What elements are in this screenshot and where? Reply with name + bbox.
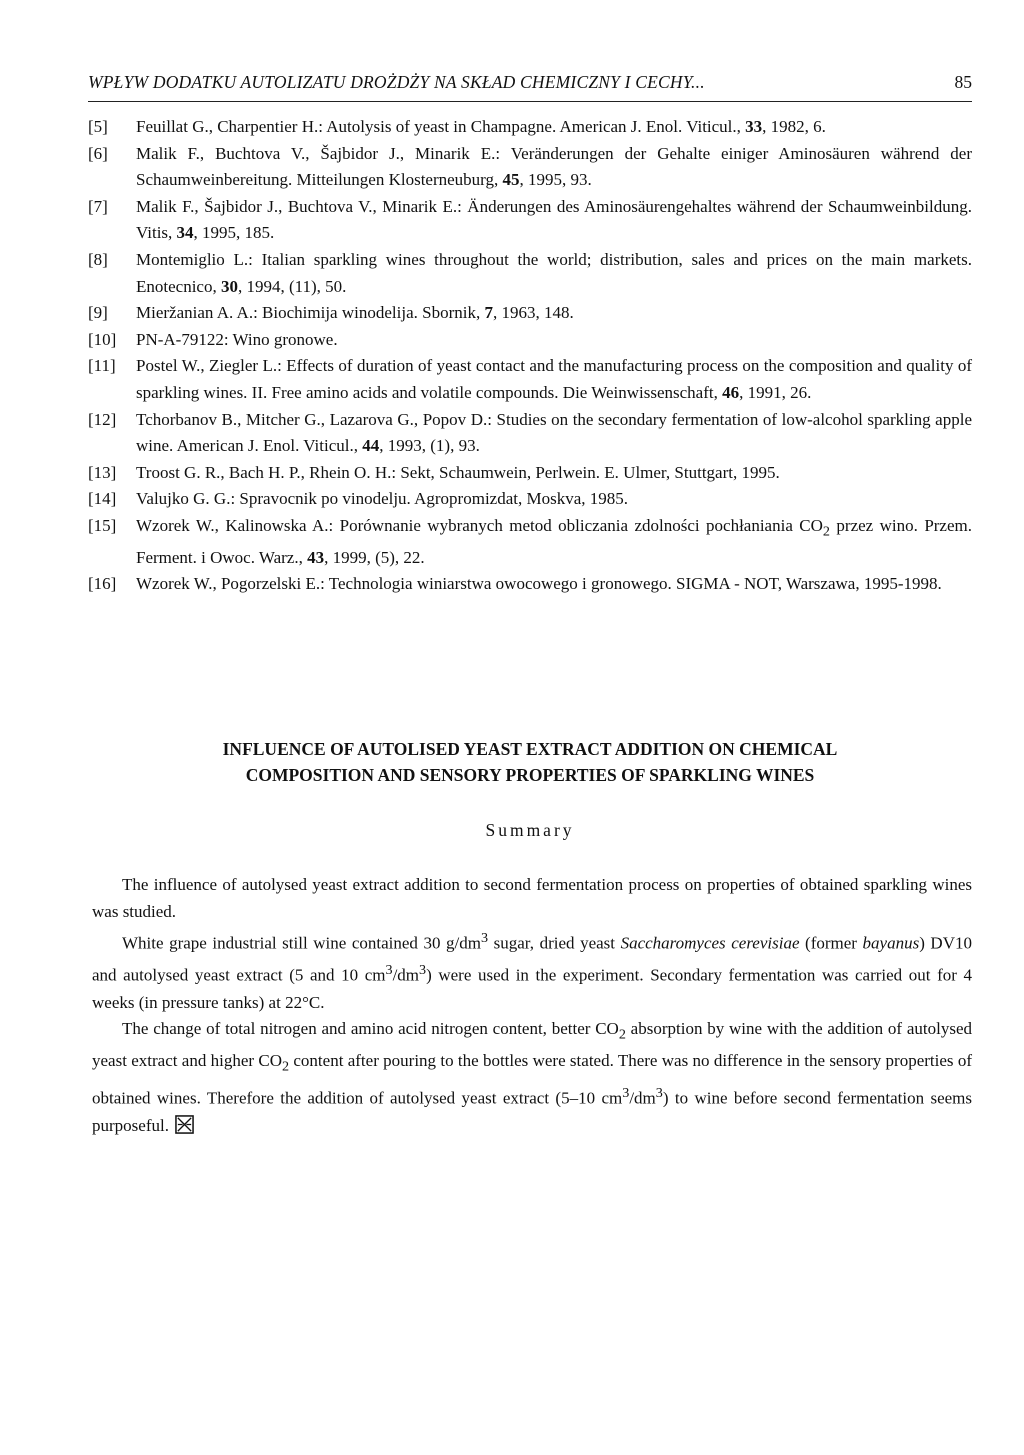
text-run: przez wino. Przem. Ferment. i Owoc. Warz., [136,515,972,567]
reference-text [136,114,972,141]
script-index: 3 [655,1085,663,1102]
reference-number: [13] [88,462,117,482]
text-run: Postel W., Ziegler L.: Effects of duration of yeast contact and the manufacturing process on the composition and quality of sparkling wines. II. Free amino acids and volatile compounds. Die Weinwissenschaft, [136,356,972,402]
title-line: INFLUENCE OF AUTOLISED YEAST EXTRACT ADDITION ON CHEMICAL [222,739,838,759]
text-run: Malik F., Šajbidor J., Buchtova V., Minarik E.: Änderungen des Aminosäurengehaltes während der Schaumweinbildung. Vitis, [136,196,972,243]
reference-item [88,571,972,598]
text-run: sugar, dried yeast [488,933,621,953]
reference-text [136,327,972,354]
volume-number: 34 [176,223,194,243]
text-run: /dm [392,966,420,986]
text-run: Troost G. R., Bach H. P., Rhein O. H.: Sekt, Schaumwein, Perlwein. E. Ulmer, Stuttgart, 1995. [136,462,780,482]
reference-item [88,353,972,406]
summary-paragraph [92,872,972,925]
reference-text [136,353,972,406]
reference-number: [15] [88,515,117,535]
reference-text [136,194,972,247]
text-run: The influence of autolysed yeast extract addition to second fermentation process on properties of obtained sparkling wines was studied. [92,875,972,921]
reference-text [136,407,972,460]
reference-number: [16] [88,574,117,594]
script-index: 2 [822,523,830,540]
volume-number: 7 [484,303,493,323]
text-run: Malik F., Buchtova V., Šajbidor J., Minarik E.: Veränderungen der Gehalte einiger Aminosäuren während der Schaumweinbereitung. Mitteilungen Klosterneuburg, [136,143,972,190]
text-run: ) DV10 and autolysed yeast extract (5 and 10 cm [92,933,972,986]
reference-number: [10] [88,329,117,349]
text-run: Valujko G. G.: Spravocnik po vinodelju. Agropromizdat, Moskva, 1985. [136,489,629,509]
reference-text [136,247,972,300]
summary-heading: Summary [485,820,575,840]
text-run: , 1999, (5), 22. [324,547,425,567]
script-index: 3 [622,1085,630,1102]
text-run: Montemiglio L.: Italian sparkling wines throughout the world; distribution, sales and prices on the main markets. Enotecnico, [136,249,972,296]
text-run: , 1995, 185. [193,223,275,243]
title-line: COMPOSITION AND SENSORY PROPERTIES OF SPARKLING WINES [245,765,815,785]
volume-number: 44 [362,436,380,456]
reference-number: [6] [88,143,108,163]
running-title: WPŁYW DODATKU AUTOLIZATU DROŻDŻY NA SKŁAD CHEMICZNY I CECHY... [88,72,705,92]
text-run: White grape industrial still wine contained 30 g/dm [122,933,481,953]
reference-text [136,571,972,598]
reference-item [88,247,972,300]
english-title [88,736,972,788]
text-run: , 1994, (11), 50. [237,276,347,296]
reference-text [136,486,972,513]
reference-item [88,513,972,572]
italic-term: bayanus [862,933,920,953]
page-number: 85 [954,72,972,92]
summary-body [92,872,972,1139]
text-run: Wzorek W., Pogorzelski E.: Technologia winiarstwa owocowego i gronowego. SIGMA - NOT, Warszawa, 1995-1998. [136,574,942,594]
volume-number: 43 [307,547,325,567]
reference-number: [11] [88,356,116,376]
script-index: 2 [282,1058,290,1075]
text-run: Tchorbanov B., Mitcher G., Lazarova G., Popov D.: Studies on the secondary fermentation of low-alcohol sparkling apple wine. American J. Enol. Viticul., [136,409,972,456]
volume-number: 30 [220,276,238,296]
running-header [88,72,972,102]
text-run: ) were used in the experiment. Secondary fermentation was carried out for 4 weeks (in pressure tanks) at 22°C. [92,966,972,1012]
text-run: , 1991, 26. [739,382,812,402]
text-run: Wzorek W., Kalinowska A.: Porównanie wybranych metod obliczania zdolności pochłaniania CO [136,515,823,535]
summary-paragraph [92,1016,972,1139]
text-run: absorption by wine with the addition of autolysed yeast extract and higher CO [92,1019,972,1071]
reference-item [88,407,972,460]
volume-number: 33 [745,117,763,136]
reference-number: [12] [88,409,117,429]
text-run: Mieržanian A. A.: Biochimija winodelija. Sbornik, [136,303,485,323]
end-mark-icon [175,1115,194,1134]
volume-number: 45 [502,170,520,190]
script-index: 3 [419,962,427,979]
reference-number: [14] [88,489,117,509]
text-run: , 1995, 93. [519,170,592,190]
text-run: , 1982, 6. [762,117,826,136]
summary-paragraph [92,925,972,1016]
reference-item [88,194,972,247]
text-run: , 1993, (1), 93. [379,436,480,456]
script-index: 2 [618,1026,626,1043]
text-run: /dm [629,1088,656,1108]
reference-text [136,513,972,572]
reference-item [88,141,972,194]
script-index: 3 [481,930,489,947]
reference-number: [8] [88,249,108,269]
reference-number: [7] [88,196,108,216]
italic-term: Saccharomyces cerevisiae [620,933,800,953]
text-run: Feuillat G., Charpentier H.: Autolysis of yeast in Champagne. American J. Enol. Viticul., [136,117,746,136]
reference-text [136,460,972,487]
text-run: PN-A-79122: Wino gronowe. [136,329,338,349]
text-run: , 1963, 148. [492,303,574,323]
text-run: The change of total nitrogen and amino acid nitrogen content, better CO [122,1019,619,1039]
reference-item [88,486,972,513]
volume-number: 46 [722,382,740,402]
text-run: content after pouring to the bottles were stated. There was no difference in the sensory properties of obtained wines. Therefore the addition of autolysed yeast extract (5–10 cm [92,1051,973,1108]
reference-text [136,300,972,327]
text-run: ) to wine before second fermentation seems purposeful. [92,1088,972,1135]
script-index: 3 [385,962,393,979]
text-run: (former [799,933,863,953]
reference-number: [5] [88,117,108,136]
reference-item [88,300,972,327]
reference-item [88,460,972,487]
reference-list [88,114,972,598]
reference-number: [9] [88,303,108,323]
reference-text [136,141,972,194]
reference-item [88,114,972,141]
reference-item [88,327,972,354]
